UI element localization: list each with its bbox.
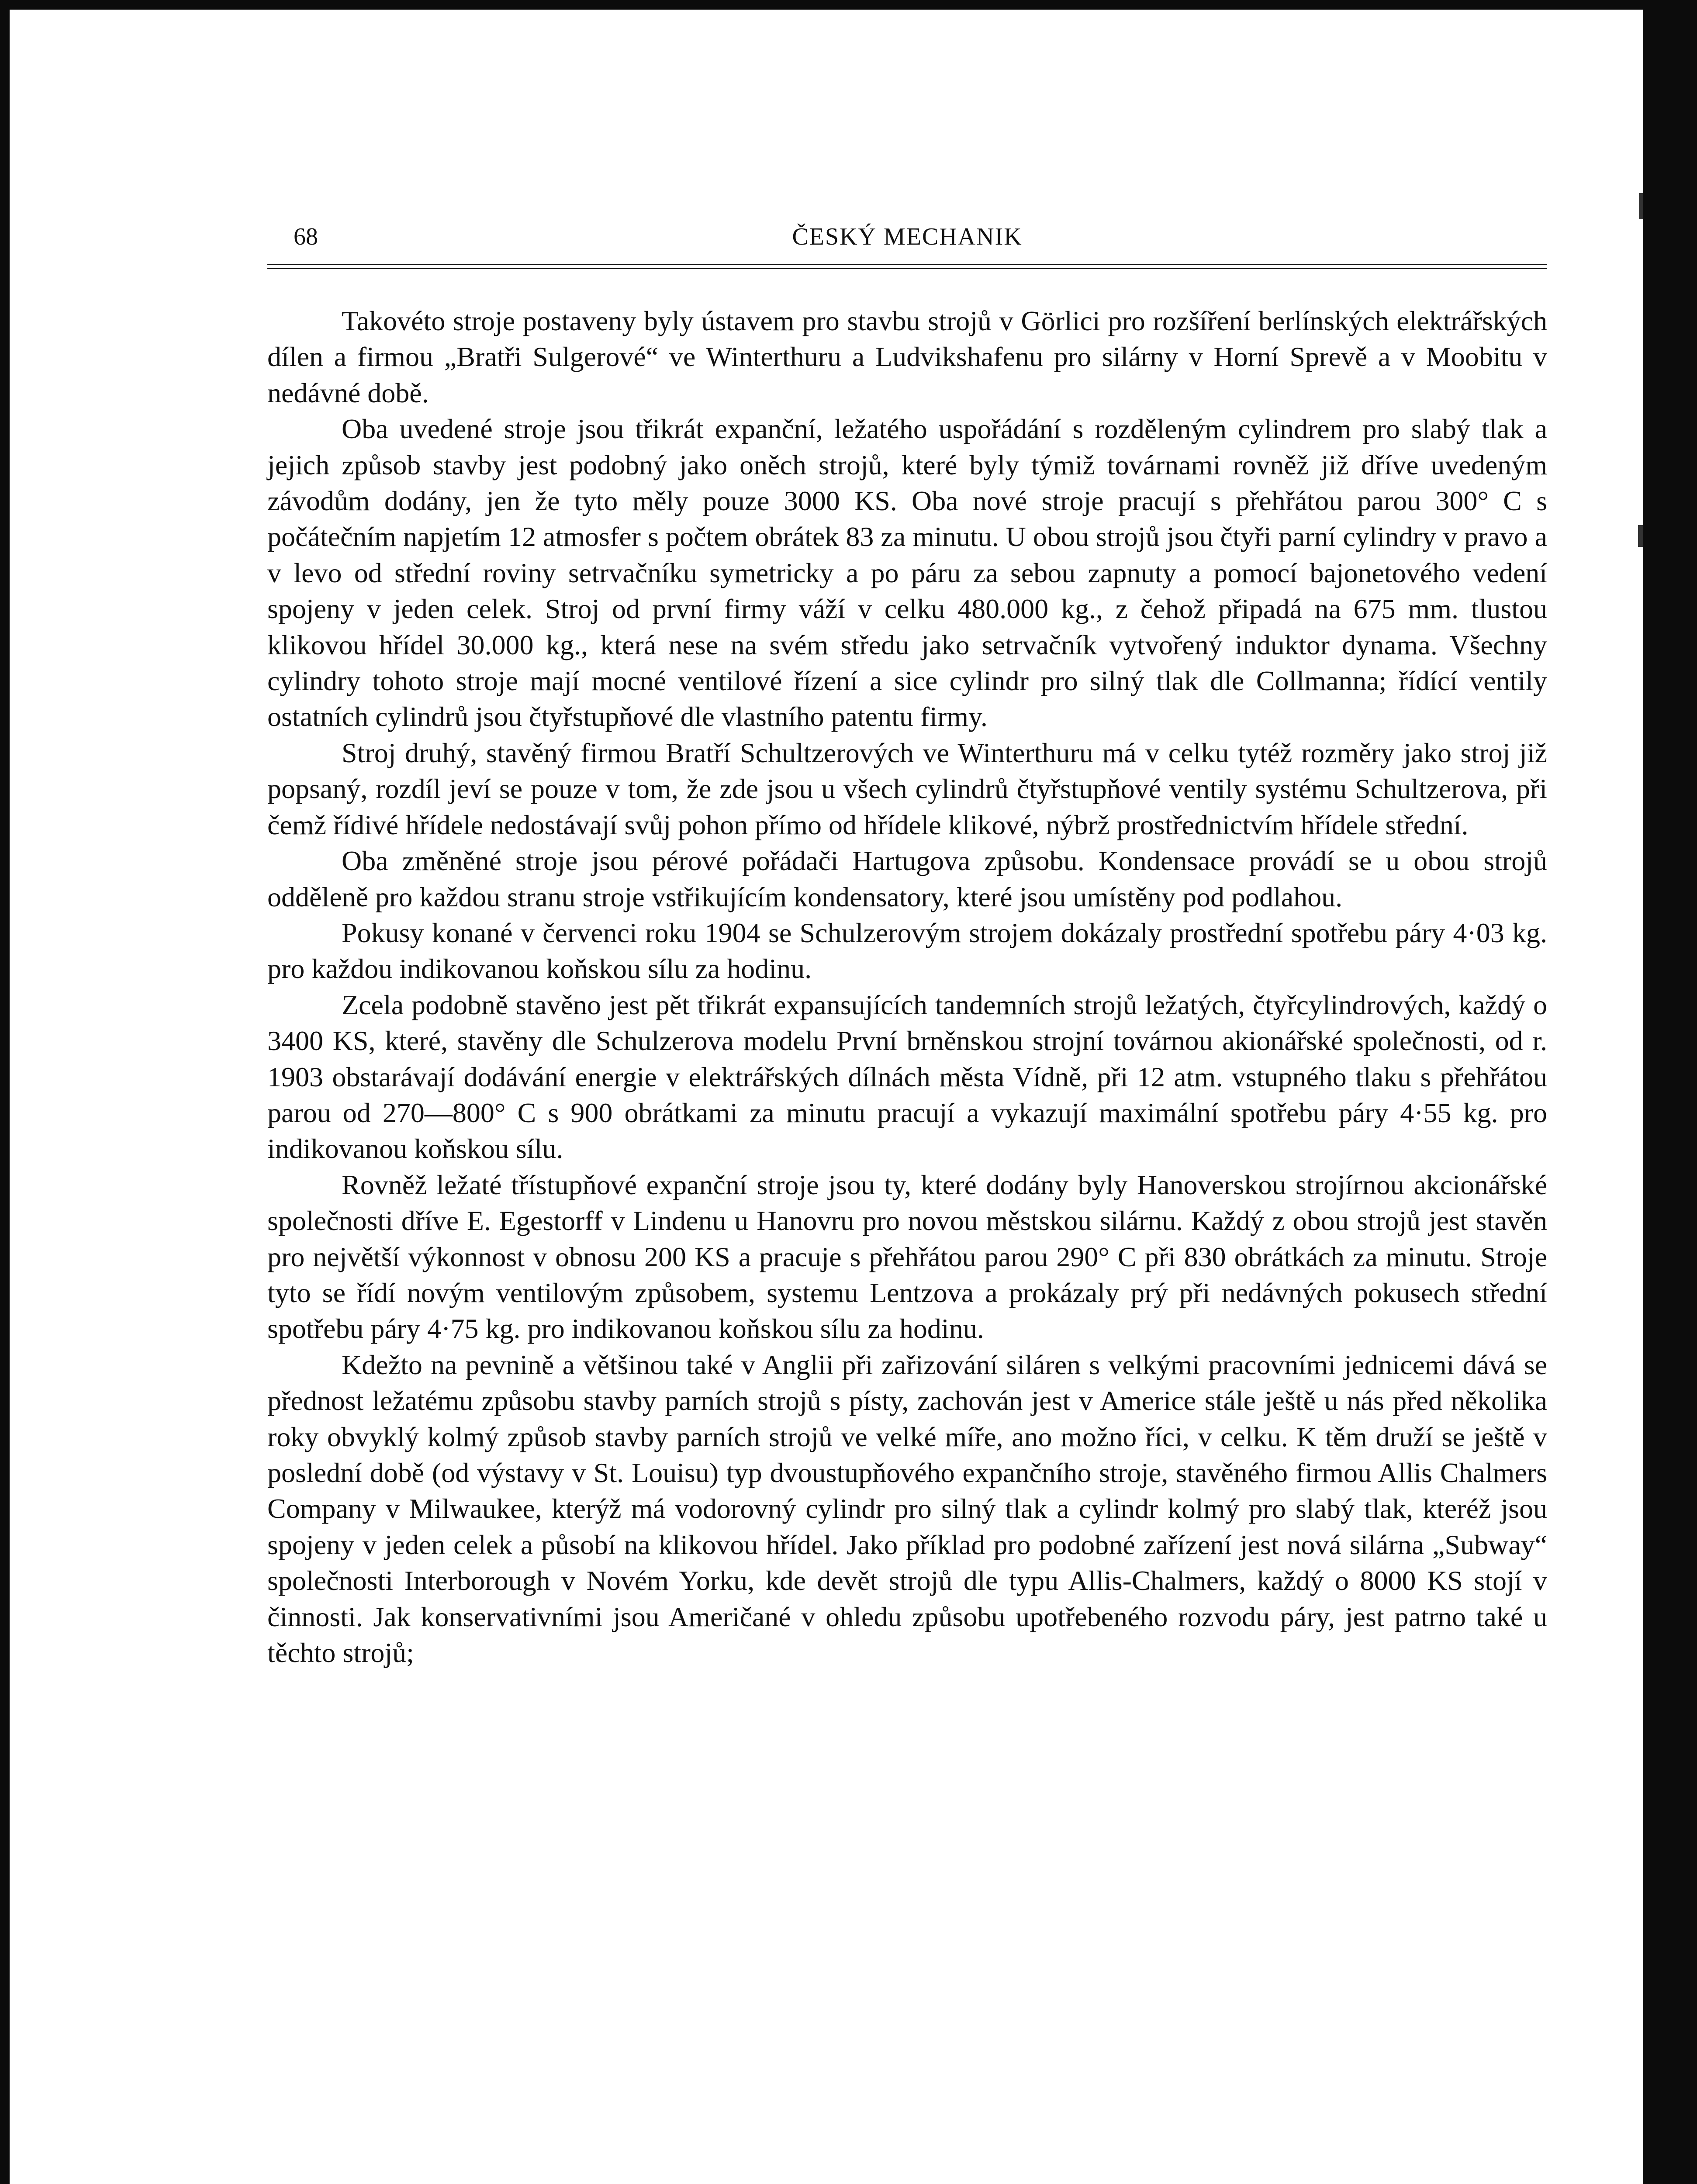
scan-edge-mark bbox=[1638, 525, 1643, 547]
paragraph: Oba uvedené stroje jsou třikrát expanční, ležatého uspořádání s rozděleným cylindrem pro slabý tlak a jejich způsob stavby jest podobný jako oněch strojů, které byly týmiž továrnami rovněž již dříve uvedeným závodům dodány, jen že tyto měly pouze 3000 KS. Oba nové stroje pracují s přehřátou parou 300° C s počátečním napjetím 12 atmosfer s počtem obrátek 83 za minutu. U obou strojů jsou čtyři parní cylindry v pravo a v levo od střední roviny setrvačníku symetricky a po páru za sebou zapnuty a pomocí bajonetového vedení spojeny v jeden celek. Stroj od první firmy váží v celku 480.000 kg., z čehož připadá na 675 mm. tlustou klikovou hřídel 30.000 kg., která nese na svém středu jako setrvačník vytvořený induktor dynama. Všechny cylindry tohoto stroje mají mocné ventilové řízení a sice cylindr pro silný tlak dle Collmanna; řídící ventily ostatních cylindrů jsou čtyřstupňové dle vlastního patentu firmy. bbox=[267, 413, 1547, 733]
document-page bbox=[10, 10, 1643, 2184]
paragraph: Oba změněné stroje jsou pérové pořádači Hartugova způsobu. Kondensace provádí se u obou strojů odděleně pro každou stranu stroje vstřikujícím kondensatory, které jsou umístěny pod podlahou. bbox=[267, 845, 1547, 912]
paragraph: Pokusy konané v červenci roku 1904 se Schulzerovým strojem dokázaly prostřední spotřebu páry 4·03 kg. pro každou indikovanou koňskou sílu za hodinu. bbox=[267, 917, 1547, 985]
running-title: ČESKÝ MECHANIK bbox=[792, 223, 1023, 250]
page-header bbox=[267, 223, 1547, 253]
header-double-rule bbox=[267, 264, 1547, 269]
scan-edge-mark bbox=[1639, 193, 1643, 219]
paragraph: Rovněž ležaté třístupňové expanční stroje jsou ty, které dodány byly Hanoverskou strojírnou akcionářské společnosti dříve E. Egestorff v Lindenu u Hanovru pro novou městskou silárnu. Každý z obou strojů jest stavěn pro největší výkonnost v obnosu 200 KS a pracuje s přehřátou parou 290° C při 830 obrátkách za minutu. Stroje tyto se řídí novým ventilovým způsobem, systemu Lentzova a prokázaly prý při nedávných pokusech střední spotřebu páry 4·75 kg. pro indikovanou koňskou sílu za hodinu. bbox=[267, 1169, 1547, 1344]
paragraph: Kdežto na pevnině a většinou také v Anglii při zařizování siláren s velkými pracovními jednicemi dává se přednost ležatému způsobu stavby parních strojů s písty, zachován jest v Americe stále ještě u nás před několika roky obvyklý kolmý způsob stavby parních strojů ve velké míře, ano možno říci, v celku. K těm druží se ještě v poslední době (od výstavy v St. Louisu) typ dvoustupňového expančního stroje, stavěného firmou Allis Chalmers Company v Milwaukee, kterýž má vodorovný cylindr pro silný tlak a cylindr kolmý pro slabý tlak, kteréž jsou spojeny v jeden celek a působí na klikovou hřídel. Jako příklad pro podobné zařízení jest nová silárna „Subway“ společnosti Interborough v Novém Yorku, kde devět strojů dle typu Allis-Chalmers, každý o 8000 KS stojí v činnosti. Jak konservativními jsou Američané v ohledu způsobu upotřebeného rozvodu páry, jest patrno také u těchto strojů; bbox=[267, 1349, 1547, 1669]
paragraph: Stroj druhý, stavěný firmou Bratří Schultzerových ve Winterthuru má v celku tytéž rozměry jako stroj již popsaný, rozdíl jeví se pouze v tom, že zde jsou u všech cylindrů čtyřstupňové ventily systému Schultzerova, při čemž řídivé hřídele nedostávají svůj pohon přímo od hřídele klikové, nýbrž prostřednictvím hřídele střední. bbox=[267, 737, 1547, 840]
page-number: 68 bbox=[294, 223, 318, 250]
body-text bbox=[267, 303, 1547, 1671]
paragraph: Takovéto stroje postaveny byly ústavem pro stavbu strojů v Görlici pro rozšíření berlínských elektrářských dílen a firmou „Bratři Sulgerové“ ve Winterthuru a Ludvikshafenu pro silárny v Horní Sprevě a v Moobitu v nedávné době. bbox=[267, 305, 1547, 408]
paragraph: Zcela podobně stavěno jest pět třikrát expansujících tandemních strojů ležatých, čtyřcylindrových, každý o 3400 KS, které, stavěny dle Schulzerova modelu První brněnskou strojní továrnou akionářské společnosti, od r. 1903 obstarávají dodávání energie v elektrářských dílnách města Vídně, při 12 atm. vstupného tlaku s přehřátou parou od 270—800° C s 900 obrátkami za minutu pracují a vykazují maximální spotřebu páry 4·55 kg. pro indikovanou koňskou sílu. bbox=[267, 989, 1547, 1165]
